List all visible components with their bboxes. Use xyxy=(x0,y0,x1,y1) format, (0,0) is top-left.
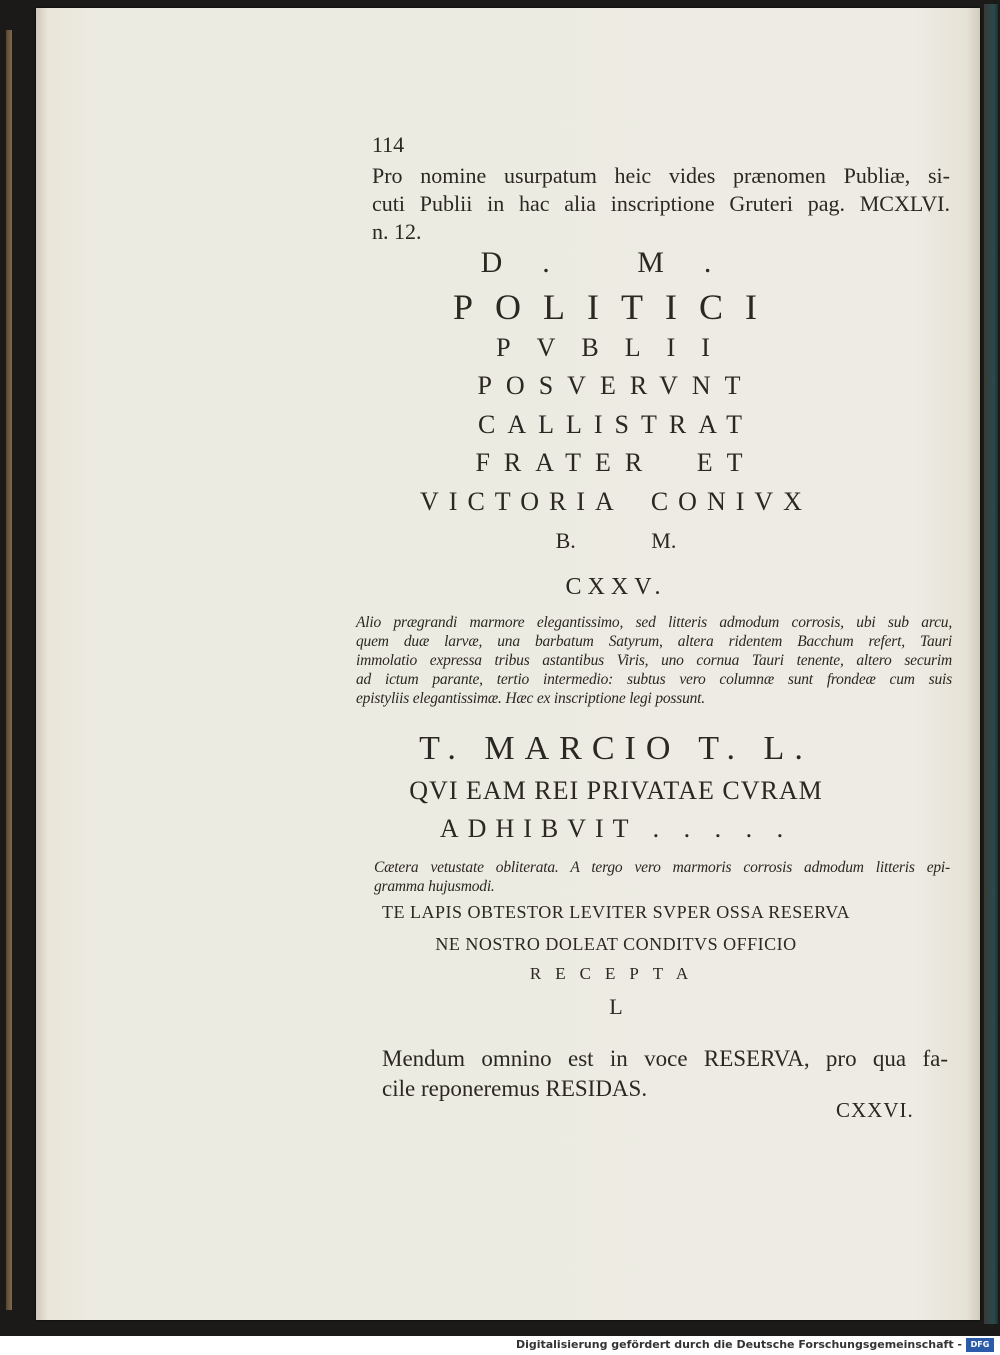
epigram-line: RECEPTA xyxy=(529,964,703,983)
conclusion-line: Mendum omnino est in voce RESERVA, pro qua fa- xyxy=(382,1046,948,1071)
inscription-line: PVBLII xyxy=(496,333,736,362)
inscription-line: FRATER ET xyxy=(475,448,757,477)
description-line: ad ictum parante, tertio intermedio: subtus vero columnæ sunt frondeæ cum suis xyxy=(356,671,952,688)
dfg-logo: DFG xyxy=(966,1338,994,1352)
description-line: quem duæ larvæ, una barbatum Satyrum, altera ridentem Bacchum refert, Tauri xyxy=(356,633,952,650)
description-line: Alio prægrandi marmore elegantissimo, sed litteris admodum corrosis, ubi sub arcu, xyxy=(356,614,952,631)
epigram-line: L xyxy=(609,994,623,1019)
page-number: 114 xyxy=(372,132,405,157)
note-line: Cætera vetustate obliterata. A tergo vero marmoris corrosis admodum litteris epi- xyxy=(374,859,950,876)
epigram-line: TE LAPIS OBTESTOR LEVITER SVPER OSSA RESERVA xyxy=(382,902,850,922)
intro-line: n. 12. xyxy=(372,219,422,244)
next-section-heading: CXXVI. xyxy=(836,1098,914,1122)
inscription-line: POLITICI xyxy=(453,287,779,327)
inscription-line: D. M. xyxy=(480,246,752,279)
inscription-line: B. M. xyxy=(555,528,677,553)
inscription-line: T. MARCIO T. L. xyxy=(419,730,813,767)
inscription-line: VICTORIA CONIVX xyxy=(420,487,812,516)
binding-edge xyxy=(6,30,12,1310)
epigram-line: NE NOSTRO DOLEAT CONDITVS OFFICIO xyxy=(435,934,797,954)
conclusion-line: cile reponeremus RESIDAS. xyxy=(382,1076,648,1101)
intro-line: cuti Publii in hac alia inscriptione Gruteri pag. MCXLVI. xyxy=(372,191,950,216)
conclusion-paragraph xyxy=(382,1044,948,1104)
intro-line: Pro nomine usurpatum heic vides prænomen Publiæ, si- xyxy=(372,163,950,188)
note-line: gramma hujusmodi. xyxy=(374,878,495,895)
intro-paragraph xyxy=(372,162,950,246)
inscription-line: CALLISTRAT xyxy=(478,410,754,439)
section-heading: CXXV. xyxy=(565,574,667,600)
description-line: immolatio expressa tribus astantibus Viris, uno cornua Tauri tenente, altero securim xyxy=(356,652,952,669)
cover-edge xyxy=(984,4,998,1324)
inscription-line: POSVERVNT xyxy=(477,371,755,400)
inscription-line: QVI EAM REI PRIVATAE CVRAM xyxy=(409,776,823,805)
funding-credit: Digitalisierung gefördert durch die Deutsche Forschungsgemeinschaft - xyxy=(515,1338,962,1351)
digitization-footer xyxy=(0,1336,1000,1355)
note-paragraph xyxy=(374,858,950,896)
inscription-line: ADHIBVIT . . . . . xyxy=(439,814,793,843)
description-paragraph xyxy=(356,613,952,708)
description-line: epistyliis elegantissimæ. Hæc ex inscriptione legi possunt. xyxy=(356,690,705,707)
book-page xyxy=(36,8,980,1320)
